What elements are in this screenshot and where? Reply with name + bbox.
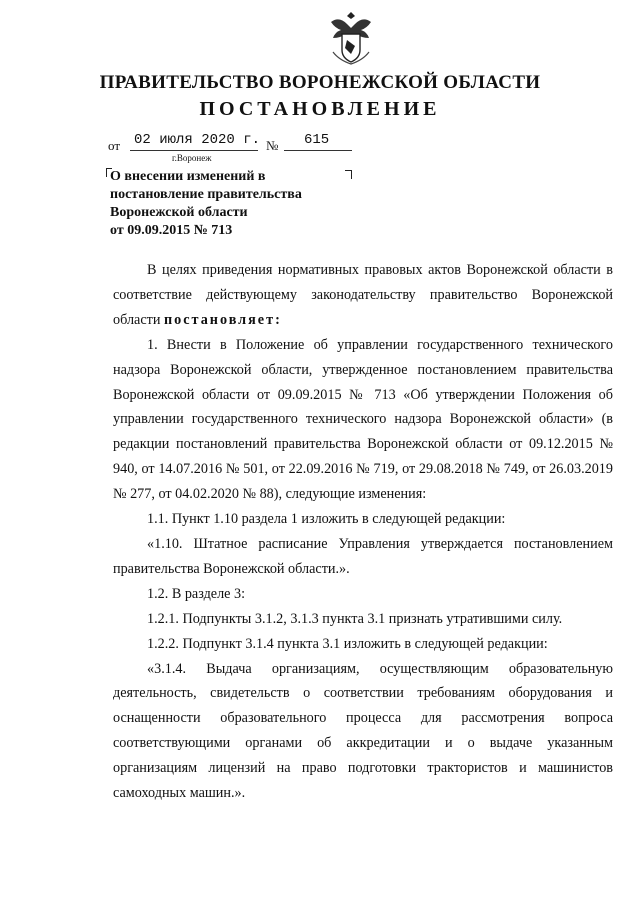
item-1-2-2: 1.2.2. Подпункт 3.1.4 пункта 3.1 изложить в следующей редакции: (147, 635, 548, 652)
item-1-2-1: 1.2.1. Подпункты 3.1.2, 3.1.3 пункта 3.1 признать утратившими силу. (147, 610, 563, 627)
subject-line: постановление правительства (110, 187, 302, 202)
item-1: 1. Внести в Положение об управлении государственного технического надзора Воронежской области, утвержденное постановлением правительства Воронежской области от 09.09.2015 № 713 «Об утверждении Положения об управлении государственного технического надзора Воронежской области» (в редакции постановлений правительства Воронежской области от 09.12.2015 № 940, от 14.07.2016 № 501, от 22.09.2016 № 719, от 29.08.2018 № 749, от 26.03.2019 № 277, от 04.02.2020 № 88), следующие изменения: (113, 336, 613, 503)
date-value: 02 июля 2020 г. (134, 132, 261, 148)
document-body (113, 258, 613, 806)
item-1-2: 1.2. В разделе 3: (147, 585, 246, 602)
city-label: г.Воронеж (172, 153, 212, 163)
item-1-1: 1.1. Пункт 1.10 раздела 1 изложить в следующей редакции: (147, 511, 506, 528)
preamble-paragraph (113, 258, 613, 333)
subject-line: О внесении изменений в (110, 169, 266, 184)
coat-of-arms-icon (325, 8, 377, 68)
date-prefix: от (108, 138, 121, 153)
number-prefix: № (266, 138, 279, 153)
subject-line: Воронежской области (110, 205, 248, 220)
subject-line: от 09.09.2015 № 713 (110, 223, 233, 238)
item-1-1-text: «1.10. Штатное расписание Управления утверждается постановлением правительства Воронежской области.». (113, 535, 613, 577)
date-number-line (108, 132, 408, 162)
document-type-title: ПОСТАНОВЛЕНИЕ (199, 98, 441, 120)
organization-title: ПРАВИТЕЛЬСТВО ВОРОНЕЖСКОЙ ОБЛАСТИ (99, 72, 541, 93)
date-underline (130, 150, 258, 151)
preamble-verb: постановляет: (163, 311, 282, 328)
number-underline (284, 150, 352, 151)
preamble-text: В целях приведения нормативных правовых актов Воронежской области в соответствие действующему законодательству правительство Воронежской области (113, 262, 613, 328)
number-value: 615 (304, 132, 330, 148)
item-1-2-2-text: «3.1.4. Выдача организациям, осуществляющим образовательную деятельность, свидетельств о соответствии требованиям оборудования и оснащенности образовательного процесса для рассмотрения вопроса соответствующими органами об аккредитации и о выдаче указанным организациям лицензий на право подготовки трактористов и машинистов самоходных машин.». (113, 660, 613, 802)
document-subject (110, 168, 370, 240)
